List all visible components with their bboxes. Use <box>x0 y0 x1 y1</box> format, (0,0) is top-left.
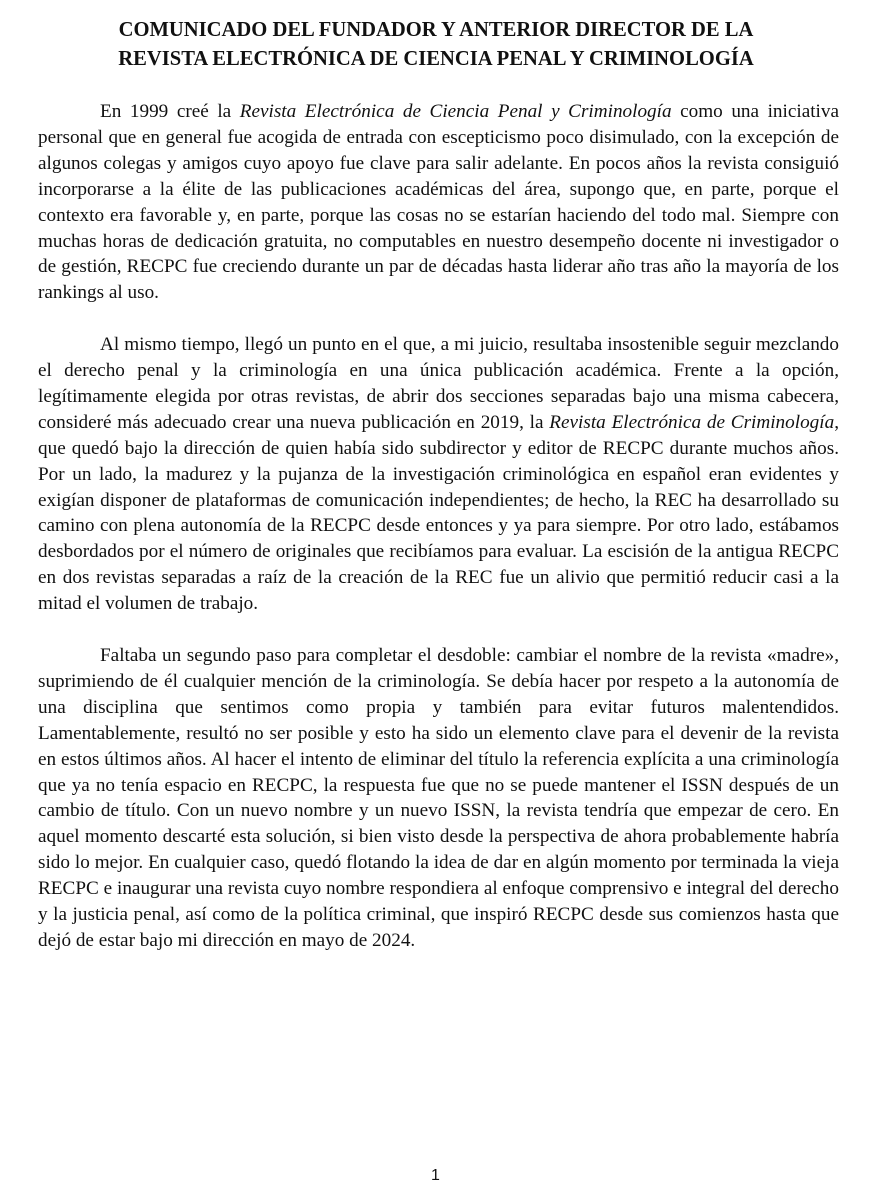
paragraph-2-text-start: Al mismo tiempo, llegó un punto en el que, a mi juicio, resultaba insostenible seguir mezclando el derecho penal y la criminología en una única publicación académica. Frente a la opción, legítimamente elegida por otras revistas, de abrir dos secciones separadas bajo una misma cabecera, consideré más adecuado crear una nueva publicación en 2019, la <box>38 334 839 433</box>
title-line-2: REVISTA ELECTRÓNICA DE CIENCIA PENAL Y CRIMINOLOGÍA <box>118 48 754 70</box>
paragraph-3: Faltaba un segundo paso para completar el desdoble: cambiar el nombre de la revista «madre», suprimiendo de él cualquier mención de la criminología. Se debía hacer por respeto a la autonomía de una disciplina que sentimos como propia y también para evitar futuros malentendidos. Lamentablemente, resultó no ser posible y esto ha sido un elemento clave para el devenir de la revista en estos últimos años. Al hacer el intento de eliminar del título la referencia explícita a una criminología que ya no tenía espacio en RECPC, la respuesta fue que no se puede mantener el ISSN después de un cambio de título. Con un nuevo nombre y un nuevo ISSN, la revista tendría que empezar de cero. En aquel momento descarté esta solución, si bien visto desde la perspectiva de ahora probablemente habría sido lo mejor. En cualquier caso, quedó flotando la idea de dar en algún momento por terminada la vieja RECPC e inaugurar una revista cuyo nombre respondiera al enfoque comprensivo e integral del derecho y la justicia penal, así como de la política criminal, que inspiró RECPC desde sus comienzos hasta que dejó de estar bajo mi dirección en mayo de 2024. <box>38 645 839 951</box>
title-line-1: COMUNICADO DEL FUNDADOR Y ANTERIOR DIRECTOR DE LA <box>118 19 754 41</box>
paragraph-1-text-start: En 1999 creé la <box>100 101 240 122</box>
paragraph-1-text-end: como una iniciativa personal que en general fue acogida de entrada con escepticismo poco disimulado, con la excepción de algunos colegas y amigos cuyo apoyo fue clave para salir adelante. En pocos años la revista consiguió incorporarse a la élite de las publicaciones académicas del área, supongo que, en parte, porque el contexto era favorable y, en parte, porque las cosas no se estarían haciendo del todo mal. Siempre con muchas horas de dedicación gratuita, no computables en nuestro desempeño docente ni investigador o de gestión, RECPC fue creciendo durante un par de décadas hasta liderar año tras año la mayoría de los rankings al uso. <box>38 101 839 304</box>
journal-title-rec: Revista Electrónica de Criminología <box>549 411 835 433</box>
paragraph-2-text-end: , que quedó bajo la dirección de quien había sido subdirector y editor de RECPC durante muchos años. Por un lado, la madurez y la pujanza de la investigación criminológica en español eran evidentes y exigían disponer de plataformas de comunicación independientes; de hecho, la REC ha desarrollado su camino con plena autonomía de la RECPC desde entonces y ya para siempre. Por otro lado, estábamos desbordados por el número de originales que recibíamos para evaluar. La escisión de la antigua RECPC en dos revistas separadas a raíz de la creación de la REC fue un alivio que permitió reducir casi a la mitad el volumen de trabajo. <box>38 411 839 615</box>
document-title <box>36 16 836 74</box>
page-number: 1 <box>431 1167 440 1184</box>
document-body <box>38 99 839 954</box>
journal-title-recpc: Revista Electrónica de Ciencia Penal y Criminología <box>239 101 672 122</box>
paragraph-1 <box>38 99 839 306</box>
paragraph-2 <box>38 332 839 617</box>
